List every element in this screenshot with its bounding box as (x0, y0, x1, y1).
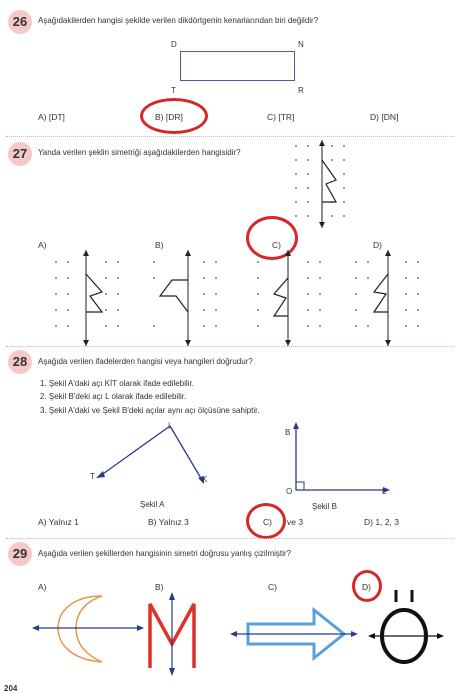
q26-option-c[interactable]: C) [TR] (267, 112, 295, 122)
question-text-28: Aşağıda verilen ifadelerden hangisi veya hangileri doğrudur? (38, 357, 253, 366)
q29-option-b[interactable]: B) (155, 582, 164, 592)
q29-option-d[interactable]: D) (362, 582, 371, 592)
figure-b-label: Şekil B (312, 502, 337, 511)
q27-option-c-figure (250, 250, 330, 350)
answer-circle-28 (246, 503, 286, 539)
figure-a-point-t: T (90, 472, 95, 481)
question-number-28: 28 (8, 350, 32, 374)
question-number-26: 26 (8, 10, 32, 34)
statement-2: 2. Şekil B'deki açı L olarak ifade edilebilir. (40, 392, 187, 401)
vertex-label-d: D (171, 40, 177, 49)
figure-b-angle (290, 420, 400, 495)
rectangle-dtrn (180, 51, 295, 81)
q28-option-c[interactable]: C) (263, 517, 272, 527)
vertex-label-r: R (298, 86, 304, 95)
q29-option-c[interactable]: C) (268, 582, 277, 592)
q26-option-a[interactable]: A) [DT] (38, 112, 65, 122)
q28-option-d[interactable]: D) 1, 2, 3 (364, 517, 399, 527)
q27-option-a-figure (50, 250, 130, 350)
statement-1: 1. Şekil A'daki açı KİT olarak ifade edilebilir. (40, 379, 194, 388)
q27-option-c[interactable]: C) (272, 240, 281, 250)
q28-option-a[interactable]: A) Yalnız 1 (38, 517, 79, 527)
q27-option-d[interactable]: D) (373, 240, 382, 250)
q28-option-c-text: ve 3 (287, 517, 304, 527)
question-text-27: Yanda verilen şeklin simetriği aşağıdakilerden hangisidir? (38, 148, 241, 157)
divider (6, 346, 454, 347)
figure-a-point-i: İ (168, 422, 171, 431)
statement-3: 3. Şekil A'daki ve Şekil B'deki açılar aynı açı ölçüsüne sahiptir. (40, 406, 260, 415)
letter-m-figure (138, 594, 208, 674)
q26-option-d[interactable]: D) [DN] (370, 112, 399, 122)
figure-a-label: Şekil A (140, 500, 165, 509)
question-text-29: Aşağıda verilen şekillerden hangisinin simetri doğrusu yanlış çizilmiştir? (38, 549, 291, 558)
answer-circle-26 (140, 98, 208, 134)
question-number-27: 27 (8, 142, 32, 166)
question-text-26: Aşağıdakilerden hangisi şekilde verilen dikdörtgenin kenarlarından biri değildir? (38, 16, 319, 25)
q27-option-b-figure (148, 250, 228, 350)
vertex-label-n: N (298, 40, 304, 49)
figure-b-point-b: B (285, 428, 291, 437)
figure-b-point-o: O (286, 487, 293, 496)
figure-a-angle (90, 420, 220, 500)
q27-option-b[interactable]: B) (155, 240, 164, 250)
divider (6, 136, 454, 137)
q26-option-b[interactable]: B) [DR] (155, 112, 183, 122)
q28-option-b[interactable]: B) Yalnız 3 (148, 517, 189, 527)
divider (6, 538, 454, 539)
q27-reference-figure (288, 140, 348, 230)
theta-figure (368, 588, 448, 678)
arrow-shape-figure (228, 600, 358, 670)
page-number: 204 (4, 684, 18, 693)
q29-option-a[interactable]: A) (38, 582, 47, 592)
vertex-label-t: T (171, 86, 176, 95)
question-number-29: 29 (8, 542, 32, 566)
figure-b-point-l: L (382, 487, 387, 496)
q27-option-d-figure (348, 250, 428, 350)
crescent-figure (32, 590, 142, 670)
figure-a-point-k: K (202, 475, 208, 484)
q27-option-a[interactable]: A) (38, 240, 47, 250)
